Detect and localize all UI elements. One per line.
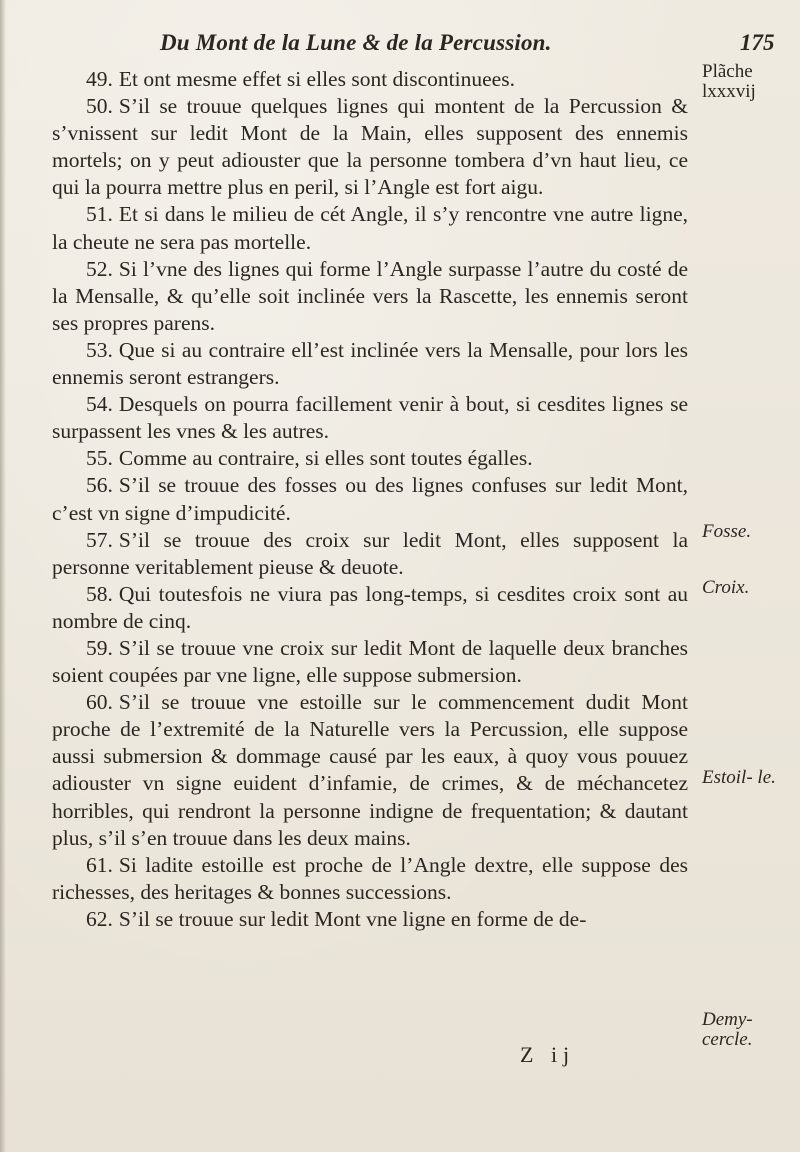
- margin-note-demy-line2: cercle.: [702, 1029, 753, 1050]
- paragraph-number: 49.: [86, 67, 113, 91]
- paragraph-text: S’il se trouue quelques lignes qui montent de la Percussion & s’vnissent sur ledit Mont de la Main, elles supposent des ennemis mortels; on y peut adiouster que la personne tombera d’vn haut lieu, ce qui la pourra mettre plus en peril, si l’Angle est fort aigu.: [52, 94, 688, 200]
- paragraph-text: Qui toutesfois ne viura pas long-temps, si cesdites croix sont au nombre de cinq.: [52, 581, 688, 633]
- paragraph-60: [52, 689, 688, 852]
- paragraph-50: [52, 93, 688, 201]
- paragraph-49: [52, 66, 688, 93]
- paragraph-57: [52, 527, 688, 581]
- paragraph-number: 52.: [86, 256, 113, 281]
- paragraph-number: 51.: [86, 202, 113, 227]
- signature-mark: Z ij: [520, 1042, 576, 1067]
- paragraph-number: 58.: [86, 581, 113, 606]
- paragraph-number: 56.: [86, 473, 113, 498]
- margin-note-croix: Croix.: [702, 577, 750, 598]
- margin-note-planche-line2: lxxxvij: [702, 81, 756, 102]
- paragraph-number: 60.: [86, 690, 113, 715]
- paragraph-text: Comme au contraire, si elles sont toutes égalles.: [118, 446, 533, 471]
- paragraph-number: 50.: [86, 94, 113, 119]
- margin-note-planche-line1: Plãche: [702, 61, 753, 82]
- paragraph-number: 57.: [86, 527, 113, 552]
- margin-note-fosse: Fosse.: [702, 521, 752, 542]
- paragraph-text: S’il se trouue vne estoille sur le commencement dudit Mont proche de l’extremité de la Naturelle vers la Percussion, elle suppose aussi submersion & dommage causé par les eaux, à quoy vous pouuez adiouster vn signe euident d’infamie, de crimes, & de méchancetez horribles, qui rendront la personne indigne de frequentation; & dautant plus, s’il s’en trouue dans les deux mains.: [52, 690, 688, 850]
- paragraph-text: Si ladite estoille est proche de l’Angle dextre, elle suppose des richesses, des heritages & bonnes successions.: [52, 852, 688, 904]
- paragraph-number: 59.: [86, 635, 113, 660]
- paragraph-number: 61.: [86, 852, 113, 877]
- paragraph-53: [52, 337, 688, 391]
- paragraph-text: Desquels on pourra facillement venir à bout, si cesdites lignes se surpassent les vnes & les autres.: [52, 392, 688, 444]
- paragraph-text: S’il se trouue des croix sur ledit Mont, elles supposent la personne veritablement pieuse & deuote.: [52, 527, 688, 579]
- margin-note-estoile-line2: le.: [757, 767, 776, 788]
- running-title: Du Mont de la Lune & de la Percussion.: [160, 30, 552, 55]
- margin-note-demy-line1: Demy-: [702, 1009, 753, 1030]
- margin-note-planche: [702, 62, 796, 102]
- paragraph-59: [52, 635, 688, 689]
- paragraph-58: [52, 581, 688, 635]
- margin-note-estoile-line1: Estoil-: [702, 767, 753, 788]
- page-number: 175: [740, 30, 775, 55]
- paragraph-number: 62.: [86, 906, 113, 931]
- paragraph-62: [52, 906, 688, 933]
- paragraph-54: [52, 391, 688, 445]
- paragraph-52: [52, 256, 688, 337]
- paragraph-number: 55.: [86, 446, 113, 471]
- paragraph-text: Si l’vne des lignes qui forme l’Angle surpasse l’autre du costé de la Mensalle, & qu’elle soit inclinée vers la Rascette, les ennemis seront ses propres parens.: [52, 256, 688, 335]
- paragraph-number: 53.: [86, 337, 113, 362]
- paragraph-text: S’il se trouue vne croix sur ledit Mont de laquelle deux branches soient coupées par vne ligne, elle suppose submersion.: [52, 635, 688, 688]
- page-spine-shadow: [0, 0, 6, 1152]
- paragraph-56: [52, 472, 688, 526]
- paragraph-55: [52, 445, 688, 472]
- paragraph-text: Et ont mesme effet si elles sont discontinuees.: [118, 67, 515, 91]
- margin-note-estoile: [702, 768, 796, 788]
- paragraph-number: 54.: [86, 392, 113, 417]
- paragraph-text: Que si au contraire ell’est inclinée vers la Mensalle, pour lors les ennemis seront estrangers.: [52, 337, 688, 390]
- margin-note-demy-cercle: [702, 1010, 796, 1050]
- paragraph-61: [52, 852, 688, 906]
- main-text-block: [52, 66, 688, 933]
- paragraph-text: S’il se trouue des fosses ou des lignes confuses sur ledit Mont, c’est vn signe d’impudicité.: [52, 473, 688, 525]
- paragraph-text: Et si dans le milieu de cét Angle, il s’y rencontre vne autre ligne, la cheute ne sera pas mortelle.: [52, 202, 688, 254]
- paragraph-text: S’il se trouue sur ledit Mont vne ligne en forme de de-: [118, 906, 587, 931]
- paragraph-51: [52, 201, 688, 255]
